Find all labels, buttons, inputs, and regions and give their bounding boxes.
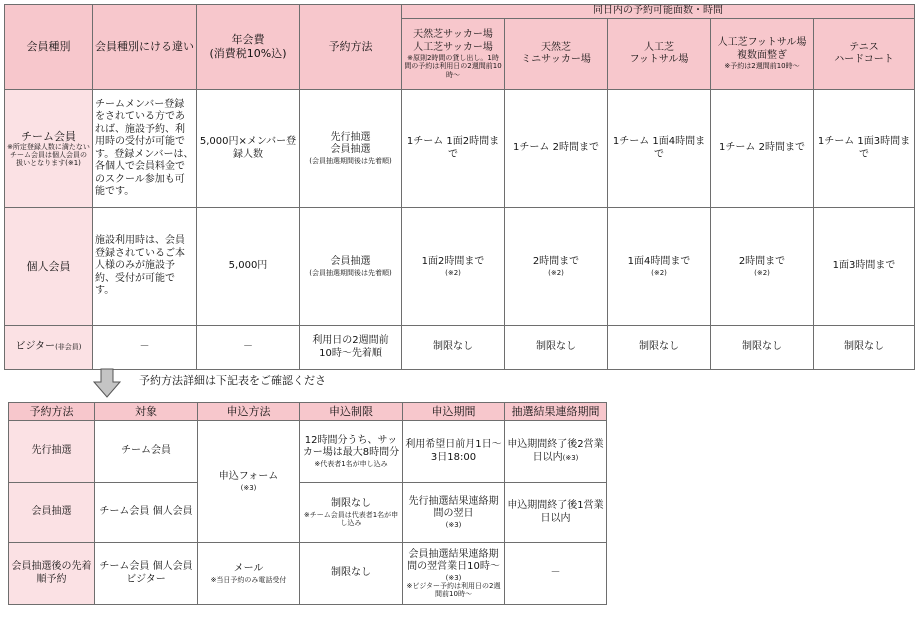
method-line: 会員抽選 [330,144,371,156]
facility-line1: テニス [849,41,879,53]
sub-method: 会員抽選 [9,483,95,543]
limit-cell [505,208,608,326]
reservation-method-table [8,402,607,605]
header-facility-soccer [402,19,505,90]
method-note: (会員抽選期間後は先着順) [309,156,392,165]
facility-line2: ミニサッカー場 [521,54,591,65]
limit-note: (※2) [754,268,770,277]
sub-method: 会員抽選後の先着順予約 [9,543,95,605]
facility-line2: ハードコート [834,54,894,65]
annual-fee-tax-note: (消費税10%込) [209,47,287,60]
type-label: ビジター [15,341,56,353]
limit-text: 1面4時間まで [627,256,691,268]
sub-target: チーム会員 [95,421,198,483]
sub-result [505,421,607,483]
limit-note: ※代表者1名が申し込み [314,459,388,468]
limit-cell: 1チーム 1面3時間まで [814,90,915,208]
limit-cell: 1チーム 2時間まで [711,90,814,208]
type-note: ※所定登録人数に満たないチーム会員は個人会員の扱いとなります(※1) [7,143,90,168]
result-text: 申込期間終了後2営業日以内 [507,439,604,463]
header-reservation-method: 予約方法 [300,5,402,90]
sub-application-form [198,421,300,543]
header-difference: 会員種別にける違い [93,5,197,90]
difference-text: チームメンバー登録をされている方であれば、施設予約、利用時の受付が可能です。登録メンバーは、各個人で会員料金でのスクール参加も可能です。 [93,90,197,208]
limit-cell: 制限なし [402,326,505,370]
limit-cell: 制限なし [608,326,711,370]
application-note: ※当日予約のみ電話受付 [210,575,287,584]
sub-header-target: 対象 [95,403,198,421]
sub-header-method: 予約方法 [9,403,95,421]
type-label: 個人会員 [26,259,71,273]
header-annual-fee [197,5,300,90]
sub-result: 申込期間終了後1営業日以内 [505,483,607,543]
sub-period [403,483,505,543]
application-note: (※3) [240,483,257,492]
method-line: 先行抽選 [330,131,371,143]
period-note-visitor: ※ビジター予約は利用日の2週間前10時～ [406,581,501,599]
table-row-team [5,90,915,208]
annual-fee-label: 年会費 [231,33,265,47]
limit-text: 1面2時間まで [421,256,485,268]
limit-text: 2時間まで [532,256,580,268]
limit-note: (※2) [445,268,461,277]
limit-cell: 1チーム 1面2時間まで [402,90,505,208]
application-label: 申込フォーム [218,471,279,483]
method-cell [300,326,402,370]
fee-text: － [197,326,300,370]
method-line: 利用日の2週間前 [312,335,389,346]
limit-cell: 制限なし [711,326,814,370]
sub-header-result: 抽選結果連絡期間 [505,403,607,421]
limit-cell [608,208,711,326]
method-cell [300,90,402,208]
difference-text: 施設利用時は、会員登録されているご本人様のみが施設予約、受付が可能です。 [93,208,197,326]
table-row-member-lottery [9,483,607,543]
method-cell [300,208,402,326]
limit-note: ※チーム会員は代表者1名が申し込み [303,510,399,527]
sub-limit [300,421,403,483]
limit-cell [402,208,505,326]
limit-cell: 1チーム 2時間まで [505,90,608,208]
header-facility-futsal-multi [711,19,814,90]
fee-text: 5,000円 [197,208,300,326]
method-line: 会員抽選 [330,256,371,268]
sub-limit [300,483,403,543]
facility-line2: 複数面整ぎ [737,49,787,61]
sub-target: チーム会員 個人会員 ビジター [95,543,198,605]
limit-cell: 制限なし [814,326,915,370]
facility-line2: フットサル場 [629,54,689,65]
sub-header-limit: 申込制限 [300,403,403,421]
sub-limit: 制限なし [300,543,403,605]
limit-cell: 1チーム 1面4時間まで [608,90,711,208]
period-text: 先行抽選結果連絡期間の翌日 [408,495,499,520]
limit-cell: 制限なし [505,326,608,370]
limit-text: 12時間分うち、サッカー場は最大8時間分 [302,434,400,459]
header-membership-type: 会員種別 [5,5,93,90]
facility-line1: 天然芝サッカー場 [413,29,493,41]
header-facility-group: 同日内の予約可能面数・時間 [402,5,915,19]
facility-note: ※予約は2週間前10時～ [724,62,800,71]
type-note: (非会員) [55,343,82,352]
result-note: (※3) [562,453,579,462]
sub-application-mail [198,543,300,605]
down-arrow-icon [92,368,122,398]
application-label: メール [233,563,264,575]
period-note: (※3) [445,520,462,529]
table-row-individual [5,208,915,326]
sub-header-application: 申込方法 [198,403,300,421]
limit-text: 制限なし [331,498,371,510]
method-line: 10時～先着順 [319,347,382,359]
limit-note: (※2) [651,268,667,277]
type-label: チーム会員 [21,129,76,143]
facility-line2: 人工芝サッカー場 [413,41,493,53]
difference-text: － [93,326,197,370]
facility-line1: 天然芝 [541,41,571,53]
method-note: (会員抽選期間後は先着順) [309,268,392,277]
table-row-visitor [5,326,915,370]
limit-cell [711,208,814,326]
period-note: (※3) [445,573,462,582]
table-row-advance-lottery [9,421,607,483]
sub-target: チーム会員 個人会員 [95,483,198,543]
facility-note: ※原則2時間の貸し出し。1時間の予約は利用日の2週間前10時～ [404,54,502,79]
row-type-team [5,90,93,208]
sub-period [403,543,505,605]
row-type-individual [5,208,93,326]
row-type-visitor [5,326,93,370]
sub-method: 先行抽選 [9,421,95,483]
period-text: 会員抽選結果連絡期間の翌営業日10時～ [407,548,500,573]
limit-note: (※2) [548,268,564,277]
sub-result: － [505,543,607,605]
limit-text: 2時間まで [738,256,786,268]
fee-text: 5,000円×メンバー登録人数 [197,90,300,208]
membership-table [4,4,915,370]
facility-line1: 人工芝 [644,41,674,53]
table-row-first-come [9,543,607,605]
details-note: 予約方法詳細は下記表をご確認くださ [139,374,326,387]
header-facility-mini-soccer [505,19,608,90]
limit-cell: 1面3時間まで [814,208,915,326]
header-facility-futsal [608,19,711,90]
facility-line1: 人工芝フットサル場 [717,37,807,49]
sub-period: 利用希望日前月1日～3日18:00 [403,421,505,483]
sub-header-period: 申込期間 [403,403,505,421]
header-facility-tennis [814,19,915,90]
